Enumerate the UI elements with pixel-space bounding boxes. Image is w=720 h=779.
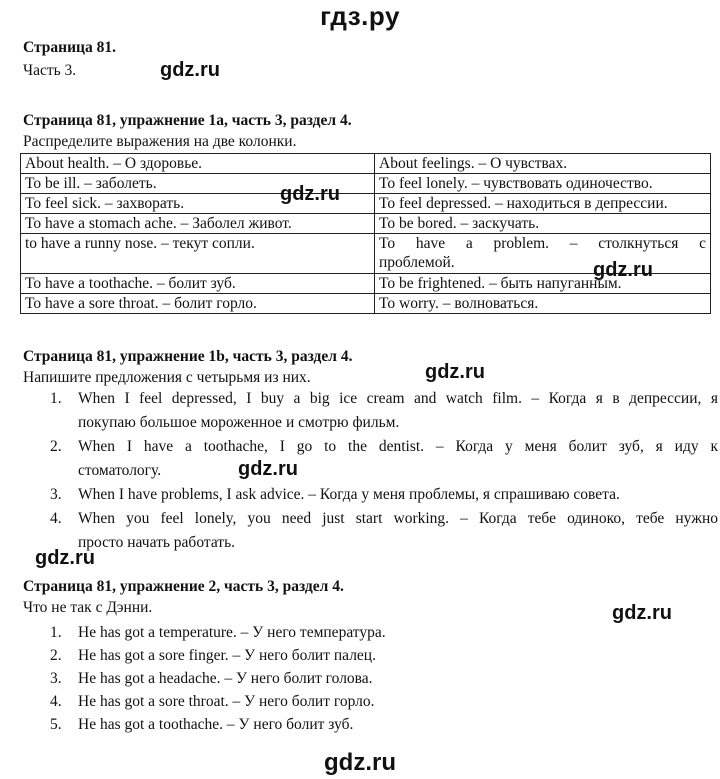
table-cell: To feel lonely. – чувствовать одиночество. <box>375 174 711 194</box>
item-line-2: покупаю большое мороженное и смотрю фильм. <box>78 414 400 431</box>
table-row <box>21 154 711 174</box>
watermark-logo: gdz.ru <box>280 183 340 205</box>
item-text: He has got a toothache. – У него болит зуб. <box>78 716 354 733</box>
table-row <box>21 194 711 214</box>
item-number: 2. <box>50 438 62 455</box>
item-number: 3. <box>50 486 62 503</box>
table-cell: About feelings. – О чувствах. <box>375 154 711 174</box>
item-number: 3. <box>50 670 62 687</box>
section-1b-instruction: Напишите предложения с четырьмя из них. <box>23 369 311 386</box>
item-line-1: When I have a toothache, I go to the dentist. – Когда у меня болит зуб, я иду к <box>78 438 718 455</box>
danny-problems-list <box>50 621 386 736</box>
watermark-logo: gdz.ru <box>238 458 298 480</box>
page-title: Страница 81. <box>23 39 116 56</box>
watermark-logo: gdz.ru <box>612 602 672 624</box>
item-number: 2. <box>50 647 62 664</box>
table-cell-wrapped <box>375 234 711 274</box>
item-line-2: просто начать работать. <box>78 534 236 551</box>
sentences-list <box>50 387 718 555</box>
table-cell: To feel depressed. – находиться в депрессии. <box>375 194 711 214</box>
table-row <box>21 294 711 314</box>
section-2-instruction: Что не так с Дэнни. <box>23 599 153 616</box>
footer-logo: gdz.ru <box>324 749 396 776</box>
expressions-table <box>20 153 711 314</box>
table-row <box>21 174 711 194</box>
list-item <box>50 621 386 644</box>
table-cell: to have a runny nose. – текут сопли. <box>21 234 375 274</box>
section-1a-heading: Страница 81, упражнение 1a, часть 3, раздел 4. <box>23 112 352 129</box>
item-text: He has got a sore finger. – У него болит палец. <box>78 647 376 664</box>
watermark-logo: gdz.ru <box>425 361 485 383</box>
item-text: He has got a sore throat. – У него болит горло. <box>78 693 375 710</box>
list-item <box>50 387 718 435</box>
table-cell: To have a sore throat. – болит горло. <box>21 294 375 314</box>
section-1a-instruction: Распределите выражения на две колонки. <box>23 133 297 150</box>
list-item <box>50 667 386 690</box>
wrapped-line-1: To have a problem. – столкнуться с <box>379 235 706 252</box>
list-item <box>50 713 386 736</box>
list-item <box>50 435 718 483</box>
list-item <box>50 507 718 555</box>
section-1b-heading: Страница 81, упражнение 1b, часть 3, раздел 4. <box>23 348 353 365</box>
item-line-1: When I have problems, I ask advice. – Когда у меня проблемы, я спрашиваю совета. <box>78 486 620 503</box>
item-line-1: When you feel lonely, you need just start working. – Когда тебе одиноко, тебе нужно <box>78 510 718 527</box>
item-line-1: When I feel depressed, I buy a big ice cream and watch film. – Когда я в депрессии, я <box>78 390 718 407</box>
list-item <box>50 690 386 713</box>
item-text: He has got a headache. – У него болит голова. <box>78 670 373 687</box>
item-number: 1. <box>50 624 62 641</box>
watermark-logo: gdz.ru <box>35 547 95 569</box>
item-number: 4. <box>50 693 62 710</box>
table-cell: To have a stomach ache. – Заболел живот. <box>21 214 375 234</box>
table-cell: To be ill. – заболеть. <box>21 174 375 194</box>
item-number: 1. <box>50 390 62 407</box>
list-item <box>50 483 718 507</box>
site-logo: гдз.ру <box>320 1 400 31</box>
table-cell: To be bored. – заскучать. <box>375 214 711 234</box>
section-2-heading: Страница 81, упражнение 2, часть 3, раздел 4. <box>23 578 344 595</box>
part-label: Часть 3. <box>23 62 77 79</box>
table-row <box>21 214 711 234</box>
table-cell: To worry. – волноваться. <box>375 294 711 314</box>
item-line-2: стоматологу. <box>78 462 162 479</box>
item-number: 4. <box>50 510 62 527</box>
table-cell: About health. – О здоровье. <box>21 154 375 174</box>
table-cell: To feel sick. – захворать. <box>21 194 375 214</box>
item-number: 5. <box>50 716 62 733</box>
list-item <box>50 644 386 667</box>
watermark-logo: gdz.ru <box>593 259 653 281</box>
watermark-logo: gdz.ru <box>160 59 220 81</box>
wrapped-line-2: проблемой. <box>379 254 455 271</box>
item-text: He has got a temperature. – У него температура. <box>78 624 386 641</box>
table-cell: To be frightened. – быть напуганным. <box>375 274 711 294</box>
table-cell: To have a toothache. – болит зуб. <box>21 274 375 294</box>
